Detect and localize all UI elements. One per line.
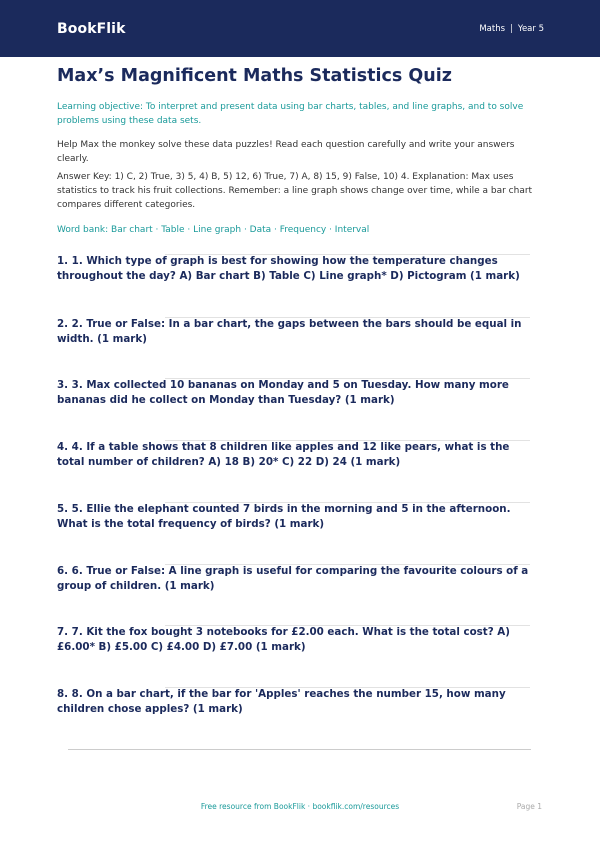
page-title: Max’s Magnificent Maths Statistics Quiz xyxy=(57,66,452,86)
question-2: 2. 2. True or False: In a bar chart, the gaps between the bars should be equal in width. (1 mark) xyxy=(57,318,522,345)
header-bar xyxy=(0,0,600,57)
question-8: 8. 8. On a bar chart, if the bar for 'Apples' reaches the number 15, how many children chose apples? (1 mark) xyxy=(57,688,506,715)
question-5: 5. 5. Ellie the elephant counted 7 birds in the morning and 5 in the afternoon. What is the total frequency of birds? (1 mark) xyxy=(57,503,511,530)
footer-credit[interactable]: Free resource from BookFlik · bookflik.com/resources xyxy=(200,802,400,811)
answer-line-1 xyxy=(165,254,530,255)
question-3: 3. 3. Max collected 10 bananas on Monday and 5 on Tuesday. How many more bananas did he collect on Monday than Tuesday? (1 mark) xyxy=(57,379,509,406)
answer-line-7 xyxy=(165,625,530,626)
answer-line-6 xyxy=(165,564,530,565)
breadcrumb-separator: | xyxy=(510,23,513,34)
answer-line-5 xyxy=(165,502,530,503)
question-4: 4. 4. If a table shows that 8 children like apples and 12 like pears, what is the total number of children? A) 18 B) 20* C) 22 D) 24 (1 mark) xyxy=(57,441,510,468)
answer-line-3 xyxy=(165,378,530,379)
answer-line-4 xyxy=(165,440,530,441)
breadcrumb xyxy=(479,24,544,34)
word-bank: Word bank: Bar chart · Table · Line graph · Data · Frequency · Interval xyxy=(57,225,370,235)
answer-line-2 xyxy=(165,317,530,318)
answer-line-8 xyxy=(165,687,530,688)
question-6: 6. 6. True or False: A line graph is useful for comparing the favourite colours of a group of children. (1 mark) xyxy=(57,565,529,592)
question-1: 1. 1. Which type of graph is best for showing how the temperature changes throughout the day? A) Bar chart B) Table C) Line graph* D) Pictogram (1 mark) xyxy=(57,255,520,282)
learning-objective: Learning objective: To interpret and present data using bar charts, tables, and line graphs, and to solve problems using these data sets. xyxy=(57,102,524,126)
brand-logo[interactable]: BookFlik xyxy=(57,20,126,37)
breadcrumb-year[interactable]: Year 5 xyxy=(517,23,544,34)
answer-key: Answer Key: 1) C, 2) True, 3) 5, 4) B, 5) 12, 6) True, 7) A, 8) 15, 9) False, 10) 4. Explanation: Max uses statistics to track his fruit collections. Remember: a line graph shows change over time, while a bar chart compares different categories. xyxy=(57,172,533,210)
question-7: 7. 7. Kit the fox bought 3 notebooks for £2.00 each. What is the total cost? A) £6.00* B) £5.00 C) £4.00 D) £7.00 (1 mark) xyxy=(57,626,510,653)
bottom-divider xyxy=(68,749,531,750)
page-number: Page 1 xyxy=(516,802,542,811)
breadcrumb-subject[interactable]: Maths xyxy=(479,23,506,34)
intro-text: Help Max the monkey solve these data puzzles! Read each question carefully and write your answers clearly. xyxy=(57,140,515,164)
